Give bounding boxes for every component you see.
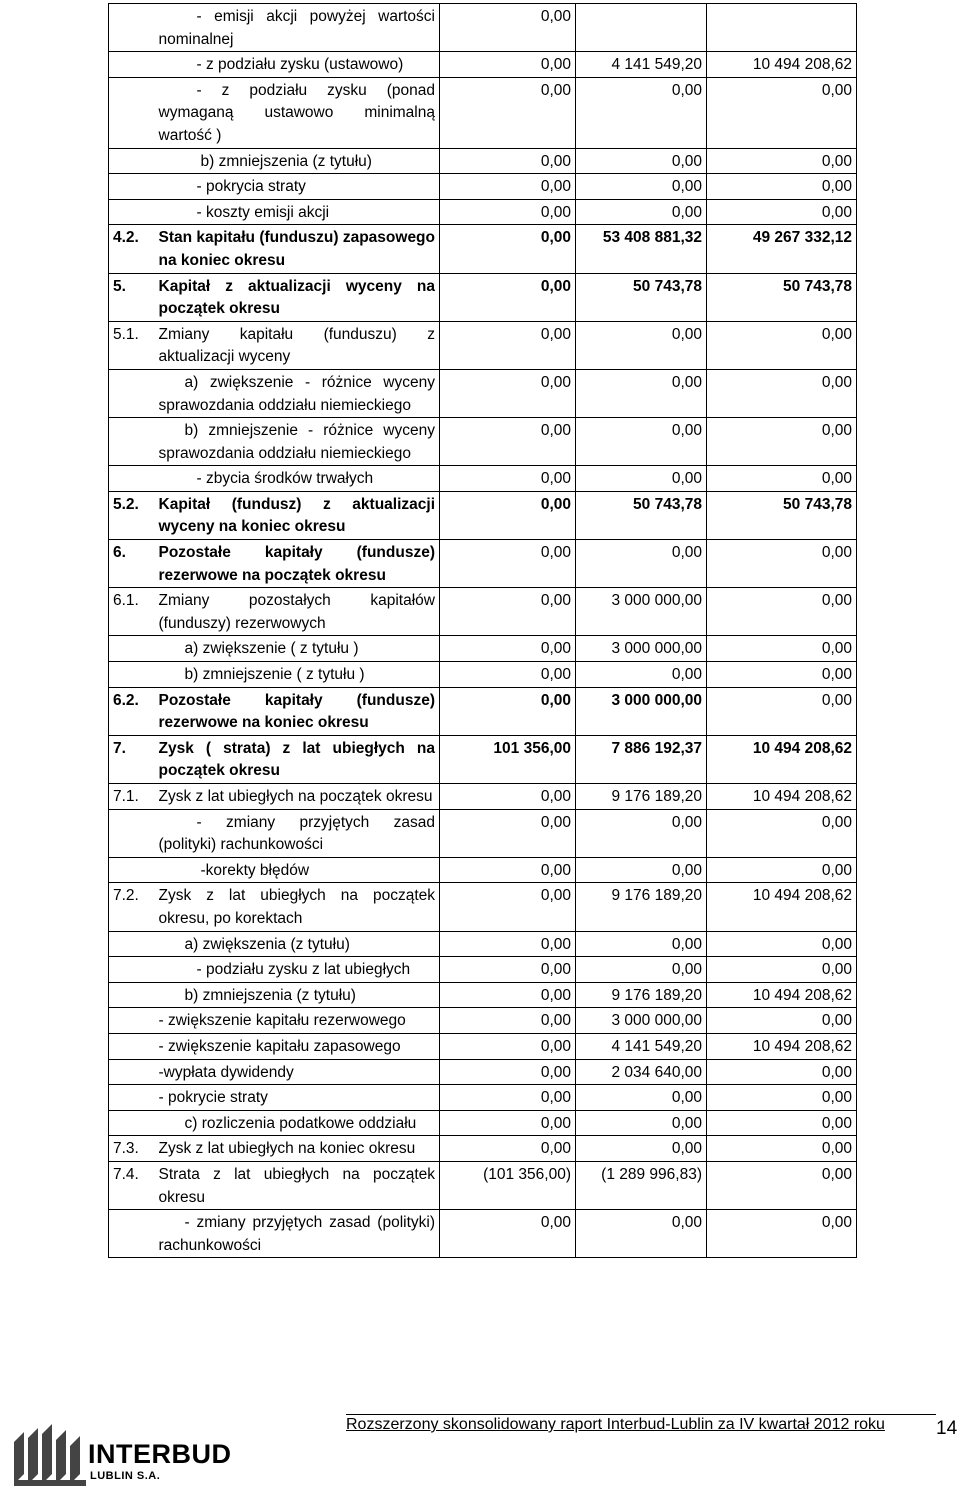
value-cell-col1: 0,00 bbox=[440, 857, 576, 883]
row-label: - zwiększenie kapitału rezerwowego bbox=[155, 1008, 440, 1034]
value-cell-col3: 0,00 bbox=[707, 369, 857, 417]
row-label: Pozostałe kapitały (fundusze) rezerwowe na koniec okresu bbox=[155, 687, 440, 735]
row-label: Strata z lat ubiegłych na początek okresu bbox=[155, 1161, 440, 1209]
value-cell-col2: 0,00 bbox=[576, 1136, 707, 1162]
value-cell-col3: 0,00 bbox=[707, 588, 857, 636]
value-cell-col3 bbox=[707, 4, 857, 52]
value-cell-col3: 0,00 bbox=[707, 466, 857, 492]
table-row bbox=[109, 1110, 857, 1136]
value-cell-col1: 0,00 bbox=[440, 588, 576, 636]
value-cell-col2 bbox=[576, 4, 707, 52]
table-row bbox=[109, 540, 857, 588]
value-cell-col1: 0,00 bbox=[440, 321, 576, 369]
value-cell-col1: 0,00 bbox=[440, 1059, 576, 1085]
value-cell-col3: 0,00 bbox=[707, 540, 857, 588]
value-cell-col2: 0,00 bbox=[576, 809, 707, 857]
value-cell-col1: 0,00 bbox=[440, 784, 576, 810]
value-cell-col2: 50 743,78 bbox=[576, 491, 707, 539]
row-number bbox=[109, 4, 155, 52]
value-cell-col1: 0,00 bbox=[440, 1110, 576, 1136]
value-cell-col1: 0,00 bbox=[440, 491, 576, 539]
value-cell-col1: (101 356,00) bbox=[440, 1161, 576, 1209]
table-row bbox=[109, 883, 857, 931]
row-number: 7.1. bbox=[109, 784, 155, 810]
row-number bbox=[109, 77, 155, 148]
value-cell-col1: 0,00 bbox=[440, 466, 576, 492]
value-cell-col1: 0,00 bbox=[440, 4, 576, 52]
value-cell-col3: 0,00 bbox=[707, 148, 857, 174]
value-cell-col1: 0,00 bbox=[440, 225, 576, 273]
value-cell-col2: 0,00 bbox=[576, 199, 707, 225]
row-label: Zysk z lat ubiegłych na początek okresu, po korektach bbox=[155, 883, 440, 931]
table-row bbox=[109, 857, 857, 883]
value-cell-col3: 0,00 bbox=[707, 809, 857, 857]
value-cell-col3: 50 743,78 bbox=[707, 491, 857, 539]
table-row bbox=[109, 1059, 857, 1085]
row-number: 7.3. bbox=[109, 1136, 155, 1162]
value-cell-col1: 0,00 bbox=[440, 1136, 576, 1162]
value-cell-col2: 50 743,78 bbox=[576, 273, 707, 321]
row-number bbox=[109, 418, 155, 466]
table-row bbox=[109, 52, 857, 78]
value-cell-col2: 53 408 881,32 bbox=[576, 225, 707, 273]
value-cell-col3: 10 494 208,62 bbox=[707, 982, 857, 1008]
value-cell-col3: 0,00 bbox=[707, 1210, 857, 1258]
table-row bbox=[109, 982, 857, 1008]
value-cell-col2: 0,00 bbox=[576, 369, 707, 417]
value-cell-col3: 10 494 208,62 bbox=[707, 784, 857, 810]
value-cell-col3: 0,00 bbox=[707, 1110, 857, 1136]
row-number bbox=[109, 1033, 155, 1059]
row-number: 7.4. bbox=[109, 1161, 155, 1209]
table-row bbox=[109, 636, 857, 662]
value-cell-col1: 0,00 bbox=[440, 199, 576, 225]
table-row bbox=[109, 957, 857, 983]
value-cell-col2: (1 289 996,83) bbox=[576, 1161, 707, 1209]
row-number: 6. bbox=[109, 540, 155, 588]
row-label: Zmiany kapitału (funduszu) z aktualizacji wyceny bbox=[155, 321, 440, 369]
row-label: - pokrycia straty bbox=[155, 174, 440, 200]
value-cell-col1: 0,00 bbox=[440, 77, 576, 148]
value-cell-col1: 101 356,00 bbox=[440, 735, 576, 783]
table-row bbox=[109, 369, 857, 417]
row-label: - zwiększenie kapitału zapasowego bbox=[155, 1033, 440, 1059]
value-cell-col1: 0,00 bbox=[440, 273, 576, 321]
table-row bbox=[109, 1161, 857, 1209]
value-cell-col1: 0,00 bbox=[440, 687, 576, 735]
row-number: 7.2. bbox=[109, 883, 155, 931]
table-row bbox=[109, 662, 857, 688]
row-number bbox=[109, 369, 155, 417]
row-label: - podziału zysku z lat ubiegłych bbox=[155, 957, 440, 983]
row-number: 7. bbox=[109, 735, 155, 783]
value-cell-col2: 3 000 000,00 bbox=[576, 1008, 707, 1034]
value-cell-col3: 10 494 208,62 bbox=[707, 735, 857, 783]
table-row bbox=[109, 931, 857, 957]
row-number bbox=[109, 1059, 155, 1085]
row-number bbox=[109, 1210, 155, 1258]
table-body bbox=[109, 4, 857, 1258]
table-row bbox=[109, 321, 857, 369]
row-number bbox=[109, 1110, 155, 1136]
row-number bbox=[109, 931, 155, 957]
value-cell-col1: 0,00 bbox=[440, 174, 576, 200]
row-label: - koszty emisji akcji bbox=[155, 199, 440, 225]
table-row bbox=[109, 784, 857, 810]
value-cell-col2: 0,00 bbox=[576, 931, 707, 957]
row-number bbox=[109, 1008, 155, 1034]
table-row bbox=[109, 687, 857, 735]
row-label: a) zwiększenie - różnice wyceny sprawozdania oddziału niemieckiego bbox=[155, 369, 440, 417]
value-cell-col1: 0,00 bbox=[440, 369, 576, 417]
row-label: - z podziału zysku (ustawowo) bbox=[155, 52, 440, 78]
value-cell-col3: 0,00 bbox=[707, 662, 857, 688]
value-cell-col2: 0,00 bbox=[576, 148, 707, 174]
value-cell-col3: 0,00 bbox=[707, 174, 857, 200]
value-cell-col2: 3 000 000,00 bbox=[576, 588, 707, 636]
row-number bbox=[109, 174, 155, 200]
table-row bbox=[109, 809, 857, 857]
value-cell-col3: 0,00 bbox=[707, 77, 857, 148]
row-number bbox=[109, 199, 155, 225]
table-row bbox=[109, 588, 857, 636]
value-cell-col3: 0,00 bbox=[707, 931, 857, 957]
value-cell-col2: 0,00 bbox=[576, 1110, 707, 1136]
value-cell-col2: 0,00 bbox=[576, 174, 707, 200]
value-cell-col3: 50 743,78 bbox=[707, 273, 857, 321]
table-row bbox=[109, 199, 857, 225]
value-cell-col3: 0,00 bbox=[707, 418, 857, 466]
row-label: Zysk z lat ubiegłych na początek okresu bbox=[155, 784, 440, 810]
row-label: b) zmniejszenie - różnice wyceny sprawozdania oddziału niemieckiego bbox=[155, 418, 440, 466]
value-cell-col3: 0,00 bbox=[707, 1008, 857, 1034]
logo-name: INTERBUD bbox=[88, 1439, 232, 1469]
footer-title: Rozszerzony skonsolidowany raport Interbud-Lublin za IV kwartał 2012 roku bbox=[346, 1416, 885, 1433]
row-number bbox=[109, 52, 155, 78]
row-label: - pokrycie straty bbox=[155, 1085, 440, 1111]
row-label: Pozostałe kapitały (fundusze) rezerwowe na początek okresu bbox=[155, 540, 440, 588]
value-cell-col1: 0,00 bbox=[440, 982, 576, 1008]
row-number bbox=[109, 662, 155, 688]
value-cell-col2: 9 176 189,20 bbox=[576, 784, 707, 810]
value-cell-col3: 0,00 bbox=[707, 321, 857, 369]
value-cell-col2: 0,00 bbox=[576, 466, 707, 492]
value-cell-col3: 0,00 bbox=[707, 1161, 857, 1209]
value-cell-col2: 9 176 189,20 bbox=[576, 883, 707, 931]
value-cell-col1: 0,00 bbox=[440, 662, 576, 688]
row-number bbox=[109, 957, 155, 983]
value-cell-col3: 0,00 bbox=[707, 636, 857, 662]
table-row bbox=[109, 273, 857, 321]
value-cell-col1: 0,00 bbox=[440, 1210, 576, 1258]
value-cell-col2: 7 886 192,37 bbox=[576, 735, 707, 783]
value-cell-col3: 0,00 bbox=[707, 1059, 857, 1085]
row-label: Stan kapitału (funduszu) zapasowego na koniec okresu bbox=[155, 225, 440, 273]
value-cell-col1: 0,00 bbox=[440, 883, 576, 931]
table-row bbox=[109, 735, 857, 783]
table-row bbox=[109, 466, 857, 492]
row-number: 5.1. bbox=[109, 321, 155, 369]
value-cell-col2: 0,00 bbox=[576, 662, 707, 688]
value-cell-col1: 0,00 bbox=[440, 957, 576, 983]
value-cell-col1: 0,00 bbox=[440, 1085, 576, 1111]
value-cell-col3: 10 494 208,62 bbox=[707, 1033, 857, 1059]
row-label: a) zwiększenie ( z tytułu ) bbox=[155, 636, 440, 662]
row-number bbox=[109, 809, 155, 857]
value-cell-col2: 0,00 bbox=[576, 418, 707, 466]
row-label: Kapitał z aktualizacji wyceny na początek okresu bbox=[155, 273, 440, 321]
row-number: 6.2. bbox=[109, 687, 155, 735]
row-label: b) zmniejszenia (z tytułu) bbox=[155, 148, 440, 174]
value-cell-col3: 10 494 208,62 bbox=[707, 883, 857, 931]
logo-subtitle: LUBLIN S.A. bbox=[90, 1470, 161, 1482]
row-label: - zmiany przyjętych zasad (polityki) rachunkowości bbox=[155, 809, 440, 857]
row-label: - zbycia środków trwałych bbox=[155, 466, 440, 492]
value-cell-col2: 4 141 549,20 bbox=[576, 1033, 707, 1059]
table-row bbox=[109, 491, 857, 539]
value-cell-col2: 0,00 bbox=[576, 857, 707, 883]
value-cell-col3: 49 267 332,12 bbox=[707, 225, 857, 273]
row-label: c) rozliczenia podatkowe oddziału bbox=[155, 1110, 440, 1136]
value-cell-col2: 2 034 640,00 bbox=[576, 1059, 707, 1085]
value-cell-col3: 0,00 bbox=[707, 199, 857, 225]
value-cell-col1: 0,00 bbox=[440, 52, 576, 78]
value-cell-col3: 0,00 bbox=[707, 1136, 857, 1162]
value-cell-col2: 3 000 000,00 bbox=[576, 636, 707, 662]
row-number: 5.2. bbox=[109, 491, 155, 539]
row-label: Zysk z lat ubiegłych na koniec okresu bbox=[155, 1136, 440, 1162]
value-cell-col2: 0,00 bbox=[576, 1210, 707, 1258]
table-row bbox=[109, 148, 857, 174]
row-number: 6.1. bbox=[109, 588, 155, 636]
row-number bbox=[109, 636, 155, 662]
table-row bbox=[109, 1136, 857, 1162]
row-label: a) zwiększenia (z tytułu) bbox=[155, 931, 440, 957]
value-cell-col3: 0,00 bbox=[707, 1085, 857, 1111]
equity-changes-table bbox=[108, 3, 857, 1258]
row-label: Zmiany pozostałych kapitałów (funduszy) rezerwowych bbox=[155, 588, 440, 636]
row-label: Zysk ( strata) z lat ubiegłych na początek okresu bbox=[155, 735, 440, 783]
value-cell-col1: 0,00 bbox=[440, 809, 576, 857]
value-cell-col2: 9 176 189,20 bbox=[576, 982, 707, 1008]
row-label: b) zmniejszenia (z tytułu) bbox=[155, 982, 440, 1008]
row-number: 5. bbox=[109, 273, 155, 321]
value-cell-col3: 0,00 bbox=[707, 857, 857, 883]
table-row bbox=[109, 1085, 857, 1111]
row-number: 4.2. bbox=[109, 225, 155, 273]
value-cell-col2: 0,00 bbox=[576, 957, 707, 983]
row-label: b) zmniejszenie ( z tytułu ) bbox=[155, 662, 440, 688]
value-cell-col1: 0,00 bbox=[440, 636, 576, 662]
row-number bbox=[109, 1085, 155, 1111]
table-row bbox=[109, 1008, 857, 1034]
value-cell-col1: 0,00 bbox=[440, 1008, 576, 1034]
row-label: -wypłata dywidendy bbox=[155, 1059, 440, 1085]
value-cell-col2: 3 000 000,00 bbox=[576, 687, 707, 735]
row-number bbox=[109, 982, 155, 1008]
row-label: Kapitał (fundusz) z aktualizacji wyceny na koniec okresu bbox=[155, 491, 440, 539]
value-cell-col1: 0,00 bbox=[440, 148, 576, 174]
footer-divider bbox=[346, 1414, 936, 1415]
table-row bbox=[109, 4, 857, 52]
table-row bbox=[109, 225, 857, 273]
value-cell-col2: 0,00 bbox=[576, 1085, 707, 1111]
value-cell-col1: 0,00 bbox=[440, 931, 576, 957]
value-cell-col3: 10 494 208,62 bbox=[707, 52, 857, 78]
value-cell-col2: 0,00 bbox=[576, 77, 707, 148]
value-cell-col1: 0,00 bbox=[440, 1033, 576, 1059]
table-row bbox=[109, 418, 857, 466]
table-row bbox=[109, 174, 857, 200]
table-row bbox=[109, 1033, 857, 1059]
value-cell-col1: 0,00 bbox=[440, 540, 576, 588]
value-cell-col3: 0,00 bbox=[707, 957, 857, 983]
value-cell-col1: 0,00 bbox=[440, 418, 576, 466]
row-label: - emisji akcji powyżej wartości nominalnej bbox=[155, 4, 440, 52]
table-row bbox=[109, 1210, 857, 1258]
value-cell-col2: 0,00 bbox=[576, 540, 707, 588]
value-cell-col3: 0,00 bbox=[707, 687, 857, 735]
row-label: - z podziału zysku (ponad wymaganą ustawowo minimalną wartość ) bbox=[155, 77, 440, 148]
row-number bbox=[109, 148, 155, 174]
row-label: - zmiany przyjętych zasad (polityki) rachunkowości bbox=[155, 1210, 440, 1258]
value-cell-col2: 4 141 549,20 bbox=[576, 52, 707, 78]
row-number bbox=[109, 857, 155, 883]
row-number bbox=[109, 466, 155, 492]
page-number: 14 bbox=[936, 1418, 958, 1439]
table-row bbox=[109, 77, 857, 148]
value-cell-col2: 0,00 bbox=[576, 321, 707, 369]
row-label: -korekty błędów bbox=[155, 857, 440, 883]
